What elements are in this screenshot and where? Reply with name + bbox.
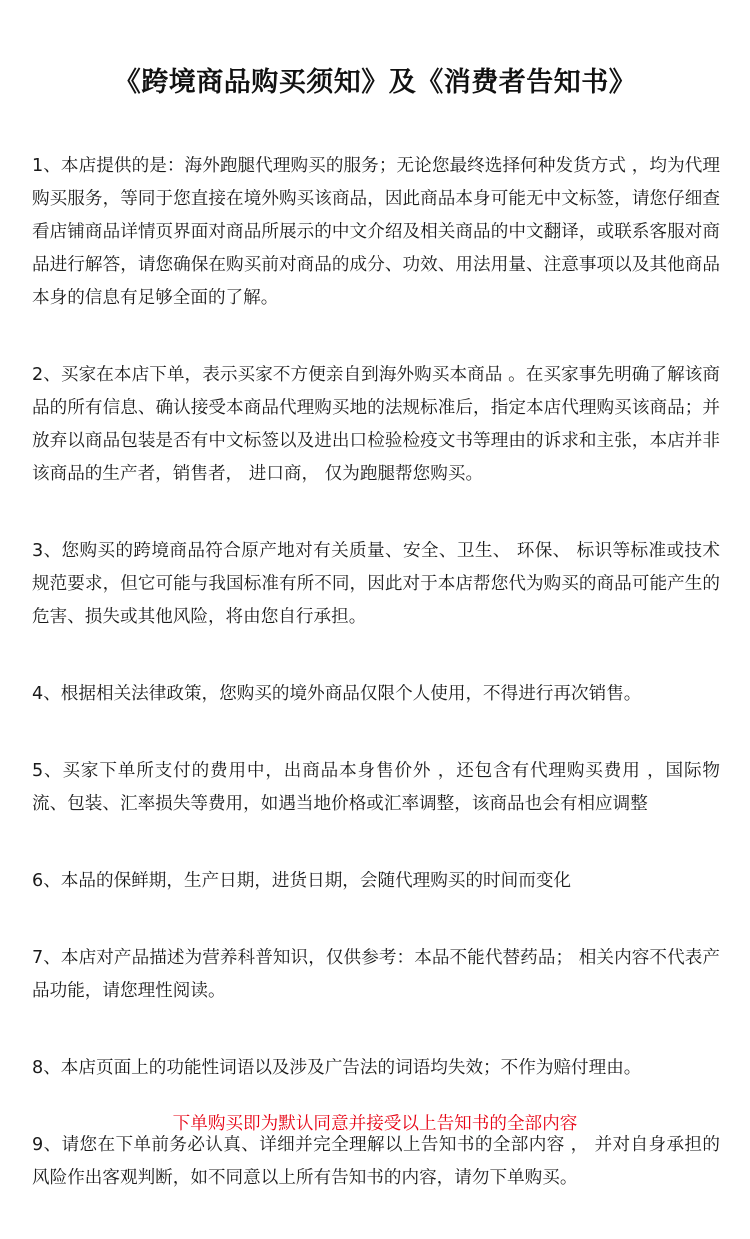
clause-2: 2、买家在本店下单，表示买家不方便亲自到海外购买本商品 。在买家事先明确了解该商品的所有信息、确认接受本商品代理购买地的法规标准后，指定本店代理购买该商品；并放弃以商品包装是否有中文标签以及进出口检验检疫文书等理由的诉求和主张，本店并非该商品的生产者，销售者， 进口商， 仅为跑腿帮您购买。 (32, 365, 720, 484)
clause-1: 1、本店提供的是：海外跑腿代理购买的服务；无论您最终选择何种发货方式 ，均为代理购买服务，等同于您直接在境外购买该商品，因此商品本身可能无中文标签，请您仔细查看店铺商品详情页界面对商品所展示的中文介绍及相关商品的中文翻译，或联系客服对商品进行解答，请您确保在购买前对商品的成分、功效、用法用量、注意事项以及其他商品本身的信息有足够全面的了解。 (32, 156, 720, 308)
clause-4: 4、根据相关法律政策，您购买的境外商品仅限个人使用，不得进行再次销售。 (32, 684, 642, 704)
document-title: 《跨境商品购买须知》及《消费者告知书》 (113, 67, 637, 98)
clause-6: 6、本品的保鲜期，生产日期，进货日期，会随代理购买的时间而变化 (32, 871, 572, 891)
clause-7: 7、本店对产品描述为营养科普知识，仅供参考：本品不能代替药品； 相关内容不代表产品功能，请您理性阅读。 (32, 948, 720, 1001)
clause-3: 3、您购买的跨境商品符合原产地对有关质量、安全、卫生、 环保、 标识等标准或技术规范要求，但它可能与我国标准有所不同，因此对于本店帮您代为购买的商品可能产生的危害、损失或其他风险，将由您自行承担。 (32, 541, 720, 627)
clause-9: 9、请您在下单前务必认真、详细并完全理解以上告知书的全部内容 ， 并对自身承担的风险作出客观判断，如不同意以上所有告知书的内容，请勿下单购买。 (32, 1135, 720, 1188)
clause-5: 5、买家下单所支付的费用中，出商品本身售价外 ，还包含有代理购买费用 ，国际物流、包装、汇率损失等费用，如遇当地价格或汇率调整，该商品也会有相应调整 (32, 761, 720, 814)
consent-note: 下单购买即为默认同意并接受以上告知书的全部内容 (172, 1114, 578, 1134)
clause-list (32, 150, 720, 1239)
clause-8: 8、本店页面上的功能性词语以及涉及广告法的词语均失效；不作为赔付理由。 (32, 1058, 642, 1078)
